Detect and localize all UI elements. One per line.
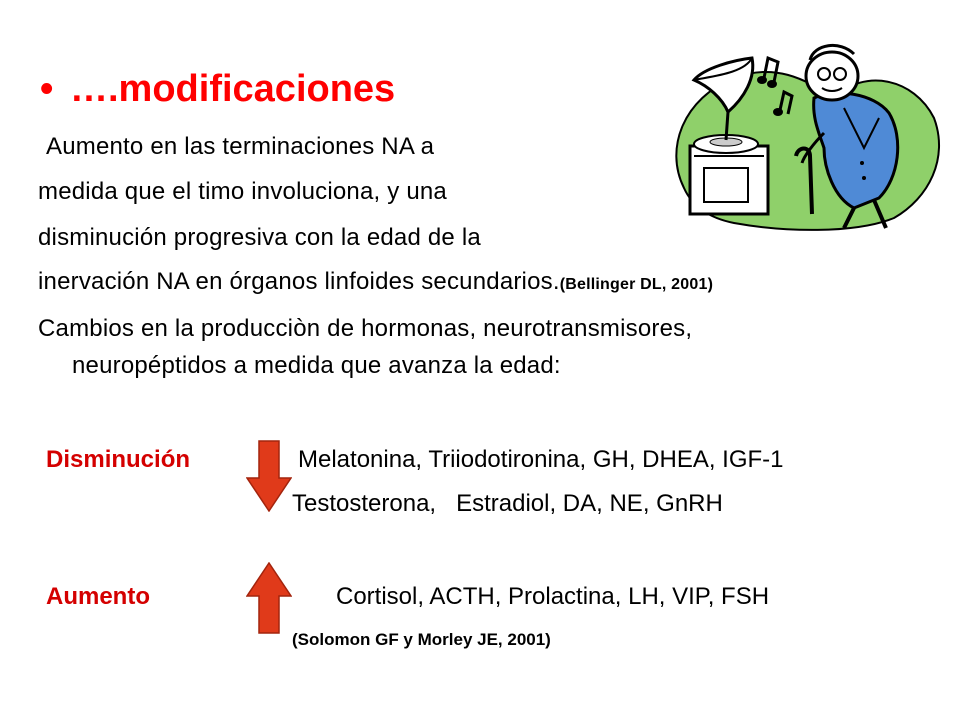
increase-label: Aumento: [46, 583, 150, 610]
heading-text: ….modificaciones: [70, 68, 396, 110]
paragraph1-line-4-text: inervación NA en órganos linfoides secundarios.: [38, 268, 560, 295]
down-arrow-icon: [246, 440, 292, 512]
slide-heading: [40, 68, 395, 111]
increase-hormones-line-1: Cortisol, ACTH, Prolactina, LH, VIP, FSH: [336, 583, 770, 610]
paragraph1-line-4: [38, 268, 713, 296]
paragraph2-line-1: Cambios en la producciòn de hormonas, neurotransmisores,: [38, 315, 693, 342]
decrease-label: Disminución: [46, 446, 191, 473]
citation-solomon: (Solomon GF y Morley JE, 2001): [292, 630, 551, 649]
paragraph1-line-1: Aumento en las terminaciones NA a: [46, 133, 435, 160]
paragraph2-line-2: neuropéptidos a medida que avanza la edad:: [72, 352, 561, 379]
decrease-hormones-line-1: Melatonina, Triiodotironina, GH, DHEA, IGF-1: [298, 446, 784, 473]
old-man-gramophone-icon: [664, 38, 944, 234]
up-arrow-icon: [246, 562, 292, 634]
bullet-icon: •: [40, 68, 54, 110]
citation-bellinger: (Bellinger DL, 2001): [559, 276, 714, 293]
decrease-hormones-line-2: Testosterona, Estradiol, DA, NE, GnRH: [292, 490, 723, 517]
paragraph1-line-3: disminución progresiva con la edad de la: [38, 224, 481, 251]
paragraph1-line-2: medida que el timo involuciona, y una: [38, 178, 447, 205]
